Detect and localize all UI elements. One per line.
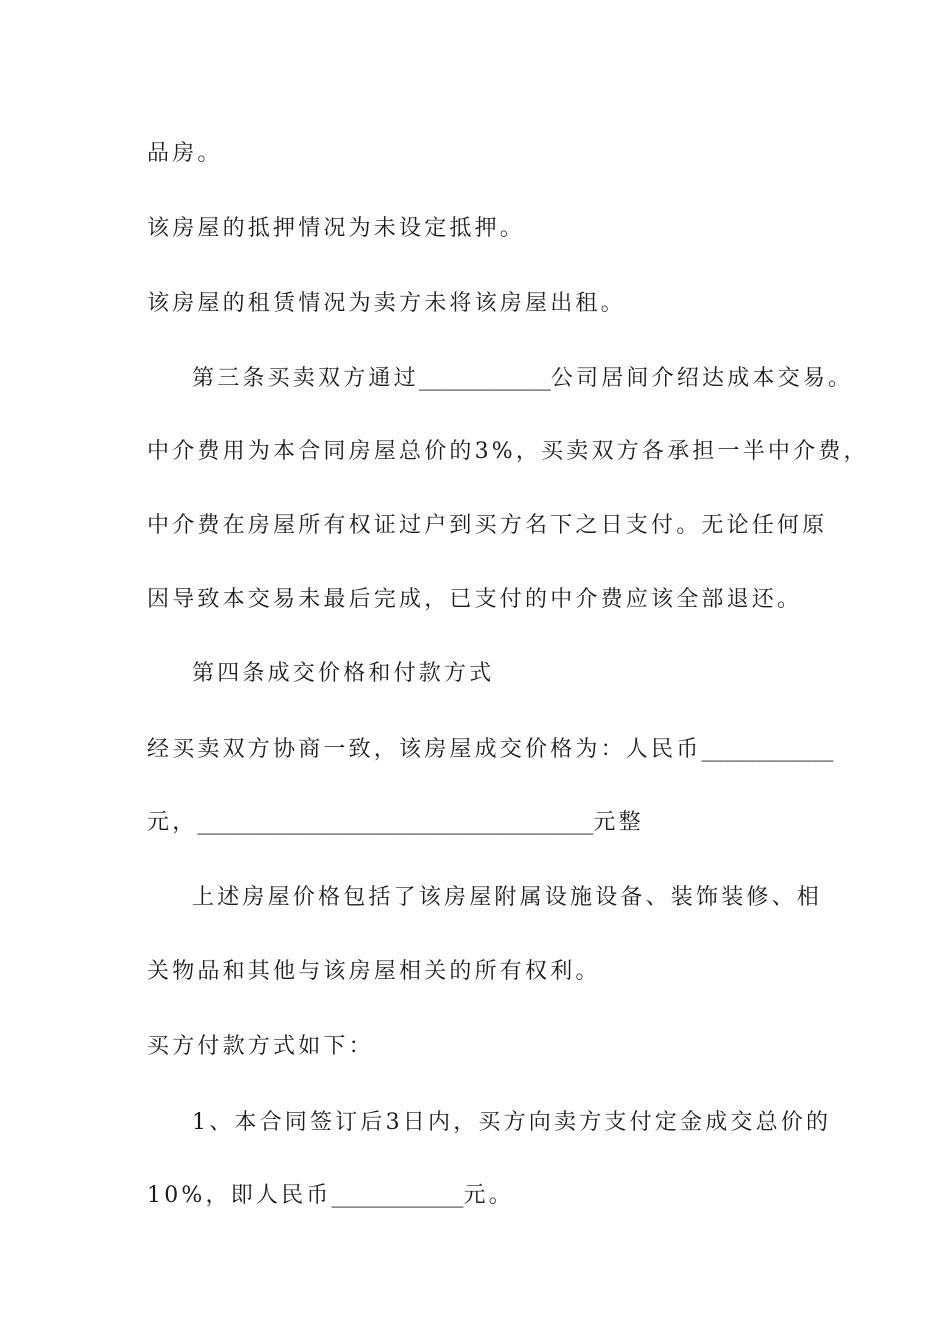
clause-three-rest: 公司居间介绍达成本交易。 [550,366,854,391]
text-line-12: 关物品和其他与该房屋相关的所有权利。 [147,959,601,984]
clause-three-label: 第三条买卖双方通过 [192,366,419,391]
text-line-4 [192,364,853,394]
text-line-6: 中介费在房屋所有权证过户到买方名下之日支付。无论任何原 [147,513,828,538]
text-line-15 [147,1181,514,1211]
text-line-2: 该房屋的抵押情况为未设定抵押。 [147,216,526,241]
deposit-text: 10%，即人民币 [147,1183,332,1208]
deposit-amount-blank: ____________ [331,1183,464,1208]
agency-company-blank: ____________ [418,366,551,391]
price-rmb-blank: ____________ [701,737,834,762]
price-words-blank: ____________________________________ [197,810,594,835]
yuan-label: 元， [147,810,198,835]
text-line-11: 上述房屋价格包括了该房屋附属设施设备、装饰装修、相 [192,885,823,910]
text-line-14: 1、本合同签订后3日内，买方向卖方支付定金成交总价的 [192,1110,832,1135]
text-line-10 [147,808,644,838]
text-line-1: 品房。 [147,141,223,166]
price-agreement-text: 经买卖双方协商一致，该房屋成交价格为：人民币 [147,737,702,762]
text-line-3: 该房屋的租赁情况为卖方未将该房屋出租。 [147,291,626,316]
text-line-9 [147,735,833,765]
text-line-5: 中介费用为本合同房屋总价的3%，买卖双方各承担一半中介费， [147,439,869,464]
clause-four-heading: 第四条成交价格和付款方式 [192,661,495,686]
payment-method-heading: 买方付款方式如下： [147,1034,374,1059]
text-line-7: 因导致本交易未最后完成，已支付的中介费应该全部退还。 [147,587,803,612]
deposit-suffix: 元。 [463,1183,514,1208]
yuan-whole-label: 元整 [593,810,644,835]
